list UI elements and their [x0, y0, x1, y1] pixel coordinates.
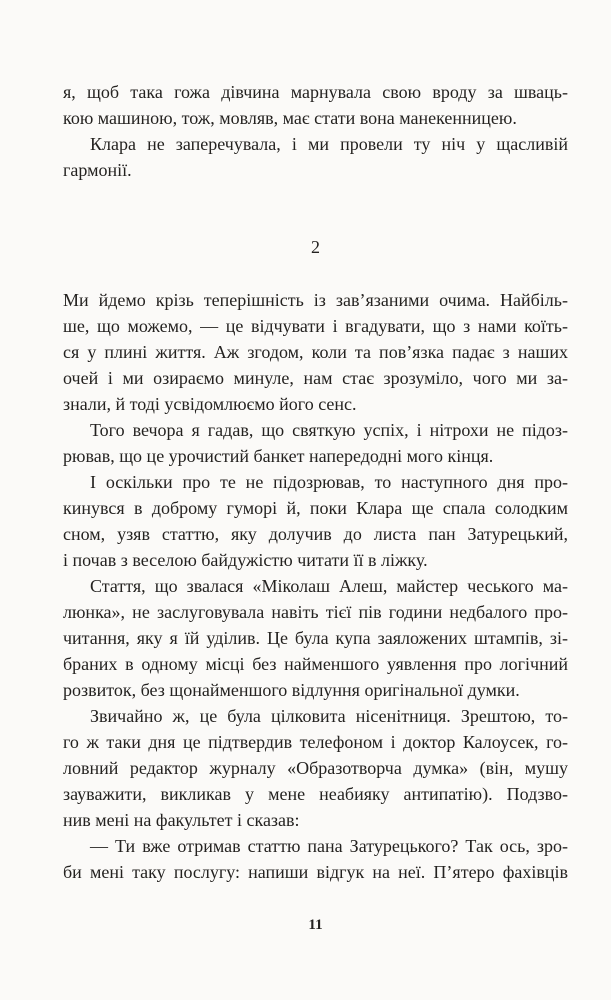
text-line: Ми йдемо крізь теперішність із зав’язаними очима. Найбіль-: [63, 290, 568, 310]
text-line: кинувся в доброму гуморі й, поки Клара ще спала солодким: [63, 498, 568, 518]
paragraph: [63, 469, 568, 573]
text-line: — Ти вже отримав статтю пана Затурецького? Так ось, зро-: [90, 836, 568, 856]
paragraph: [63, 417, 568, 469]
text-line: браних в одному місці без найменшого уявлення про логічний: [63, 654, 568, 674]
paragraph: [63, 131, 568, 183]
text-line: сном, узяв статтю, яку долучив до листа пан Затурецький,: [63, 524, 568, 544]
text-line: розвиток, без щонайменшого відлуння оригінальної думки.: [63, 680, 520, 700]
text-line: ше, що можемо, — це відчувати і вгадувати, що з нами коїть-: [63, 316, 568, 336]
text-line: І оскільки про те не підозрював, то наступного дня про-: [90, 472, 568, 492]
text-line: зауважити, викликав у мене неабияку антипатію). Подзво-: [63, 784, 568, 804]
text-line: очей і ми озираємо минуле, нам стає зрозуміло, чого ми за-: [63, 368, 568, 388]
page-number: 11: [308, 917, 323, 933]
text-line: рював, що це урочистий банкет напередодні мого кінця.: [63, 446, 494, 466]
text-line: нив мені на факультет і сказав:: [63, 810, 300, 830]
text-line: го ж таки дня це підтвердив телефоном і доктор Калоусек, го-: [63, 732, 568, 752]
text-line: кою машиною, тож, мовляв, має стати вона манекенницею.: [63, 108, 517, 128]
text-line: Стаття, що звалася «Міколаш Алеш, майстер чеського ма-: [90, 576, 568, 596]
paragraph: [63, 287, 568, 417]
paragraph: [63, 703, 568, 833]
paragraph: [63, 79, 568, 131]
text-line: би мені таку послугу: напиши відгук на неї. П’ятеро фахівців: [63, 862, 568, 882]
text-line: і почав з веселою байдужістю читати її в ліжку.: [63, 550, 428, 570]
text-line: я, щоб така гожа дівчина марнувала свою вроду за шваць-: [63, 82, 568, 102]
text-block: [63, 79, 568, 885]
text-line: Того вечора я гадав, що святкую успіх, і нітрохи не підоз-: [90, 420, 568, 440]
text-line: знали, й тоді усвідомлюємо його сенс.: [63, 394, 357, 414]
chapter-heading: 2: [311, 237, 320, 257]
text-line: гармонії.: [63, 160, 132, 180]
text-line: читання, яку я їй уділив. Це була купа заяложених штампів, зі-: [63, 628, 568, 648]
text-line: Звичайно ж, це була цілковита нісенітниця. Зрештою, то-: [90, 706, 568, 726]
text-line: ся у плині життя. Аж згодом, коли та пов’язка падає з наших: [63, 342, 568, 362]
text-line: Клара не заперечувала, і ми провели ту ніч у щасливій: [90, 134, 568, 154]
text-line: ловний редактор журналу «Образотворча думка» (він, мушу: [63, 758, 568, 778]
paragraph: [63, 833, 568, 885]
text-line: люнка», не заслуговувала навіть тієї пів години недбалого про-: [63, 602, 568, 622]
paragraph: [63, 573, 568, 703]
